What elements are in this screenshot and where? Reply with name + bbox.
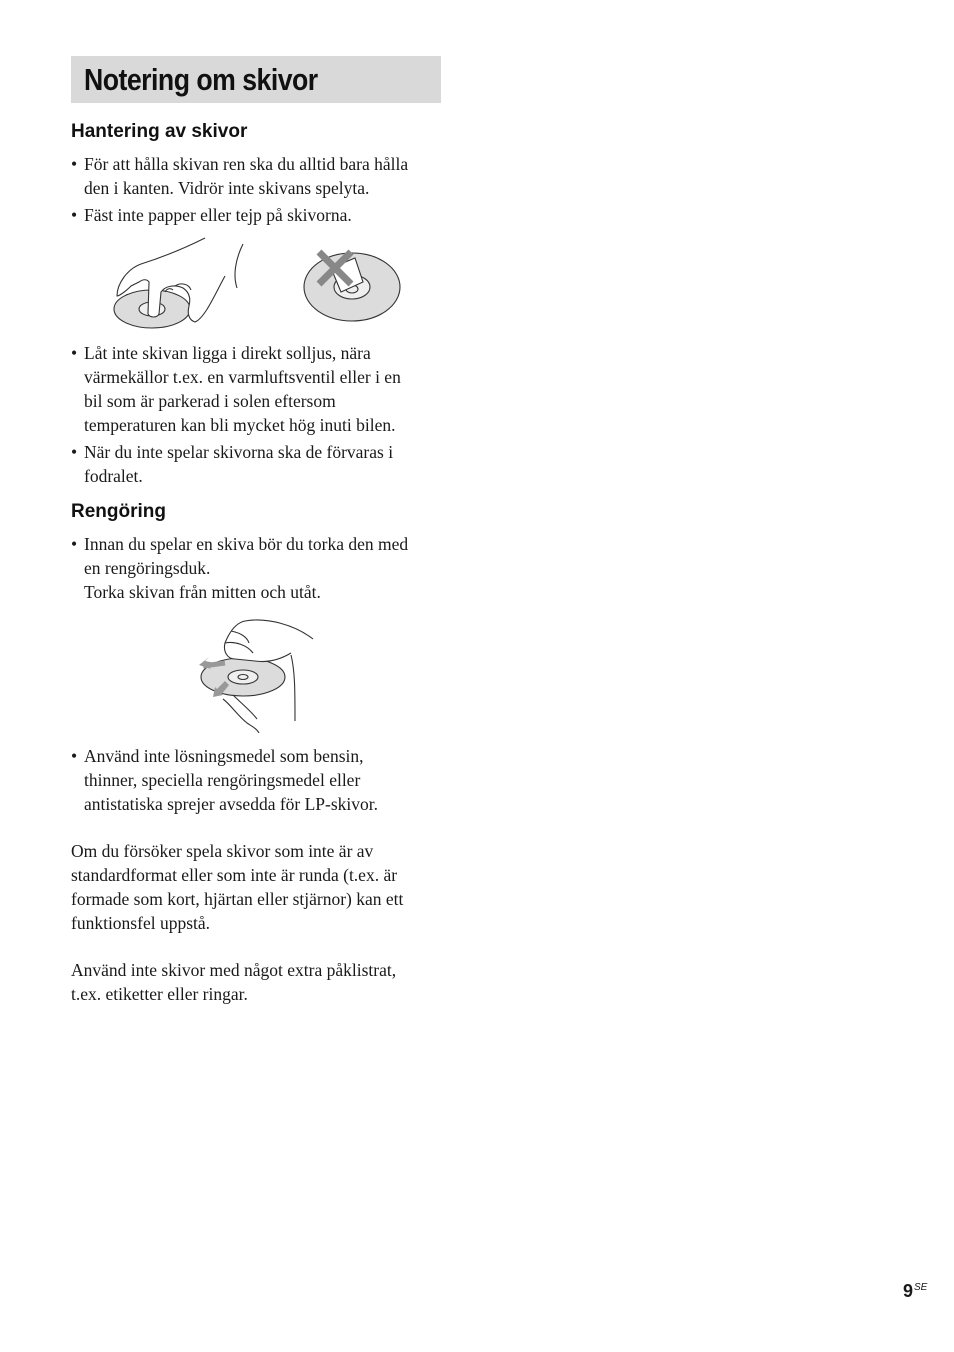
disc-no-tape-icon bbox=[304, 252, 400, 321]
section-heading-cleaning: Rengöring bbox=[71, 501, 166, 522]
list-item: • Låt inte skivan ligga i direkt solljus, nära värmekällor t.ex. en varmluftsventil eller i en bil som är parkerad i solen eftersom temperaturen kan bli mycket hög inuti bilen. bbox=[71, 341, 451, 437]
handling-list-b bbox=[71, 341, 451, 491]
paragraph-attached-labels: Använd inte skivor med något extra påklistrat, t.ex. etiketter eller ringar. bbox=[71, 960, 397, 1004]
list-item: • För att hålla skivan ren ska du alltid bara hålla den i kanten. Vidrör inte skivans spelyta. bbox=[71, 152, 451, 200]
list-item: • Innan du spelar en skiva bör du torka den med en rengöringsduk. Torka skivan från mitten och utåt. bbox=[71, 532, 451, 604]
page-title: Notering om skivor bbox=[84, 62, 318, 97]
handling-list-a bbox=[71, 152, 451, 230]
list-item: • Fäst inte papper eller tejp på skivorna. bbox=[71, 203, 451, 227]
title-box bbox=[71, 56, 441, 103]
disc-cleaning-illustration bbox=[195, 615, 320, 733]
list-item: • När du inte spelar skivorna ska de förvaras i fodralet. bbox=[71, 440, 451, 488]
section-heading-handling: Hantering av skivor bbox=[71, 121, 248, 142]
cleaning-list-b bbox=[71, 744, 451, 819]
disc-handling-illustration bbox=[105, 234, 405, 334]
cleaning-list-a bbox=[71, 532, 451, 607]
page-number: $9^{SE}$ bbox=[903, 1281, 928, 1301]
paragraph-nonstandard-discs: Om du försöker spela skivor som inte är av standardformat eller som inte är runda (t.ex. är formade som kort, hjärtan eller stjärnor) kan ett funktionsfel uppstå. bbox=[71, 841, 404, 933]
list-item: • Använd inte lösningsmedel som bensin, thinner, speciella rengöringsmedel eller antistatiska sprejer avsedda för LP-skivor. bbox=[71, 744, 451, 816]
